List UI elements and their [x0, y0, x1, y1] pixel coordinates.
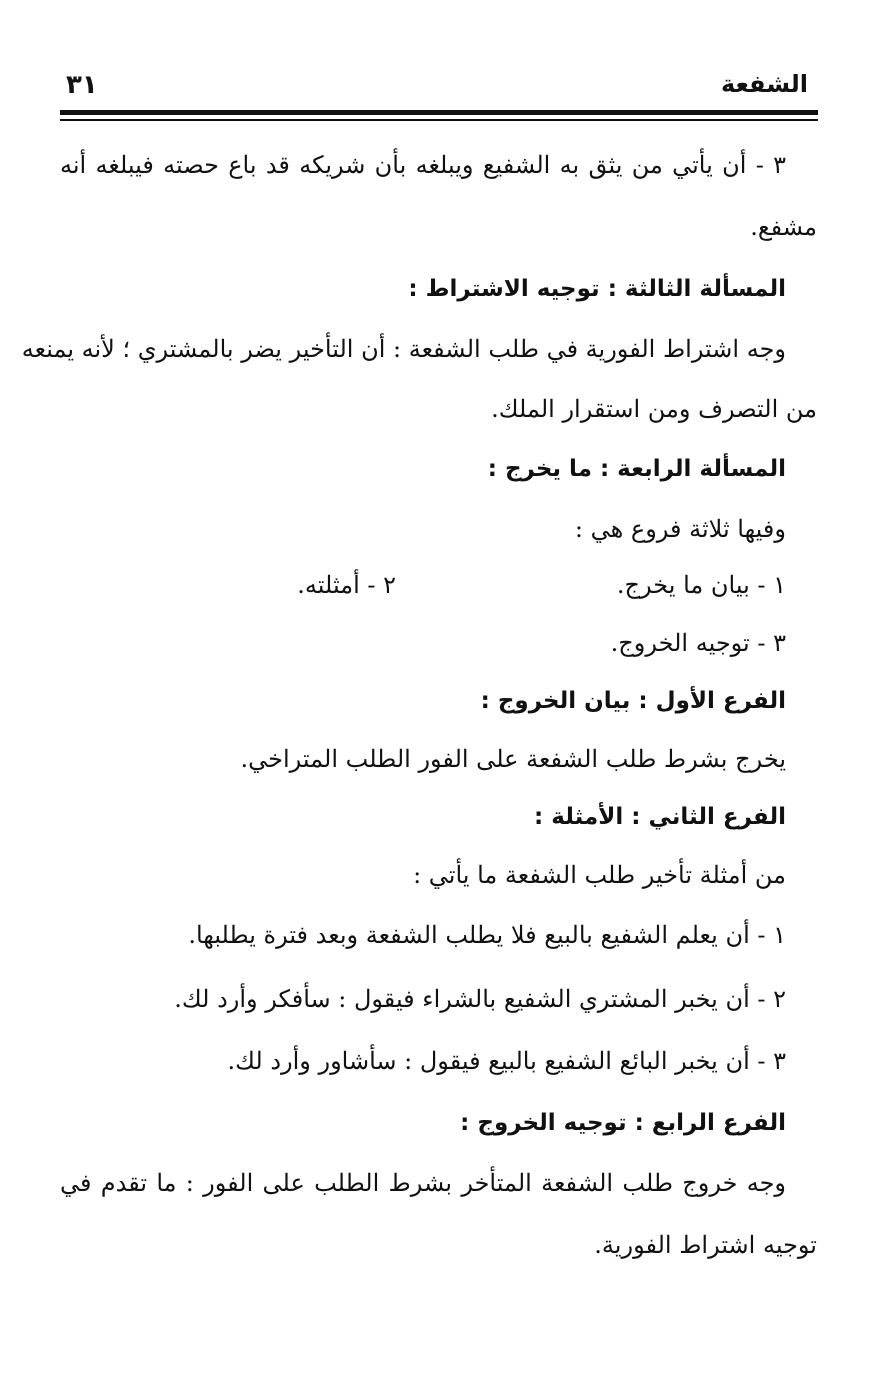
- list-item: ٢ - أمثلته.: [297, 571, 396, 599]
- section-heading: الفرع الرابع : توجيه الخروج :: [460, 1110, 786, 1136]
- paragraph-line: وجه اشتراط الفورية في طلب الشفعة : أن التأخير يضر بالمشتري ؛ لأنه يمنعه: [21, 335, 786, 363]
- paragraph-line: وفيها ثلاثة فروع هي :: [574, 515, 786, 543]
- header-rule-thin: [60, 119, 818, 121]
- list-item: ١ - أن يعلم الشفيع بالبيع فلا يطلب الشفعة وبعد فترة يطلبها.: [188, 921, 786, 949]
- section-heading: المسألة الثالثة : توجيه الاشتراط :: [408, 276, 786, 302]
- paragraph-line: ٣ - أن يأتي من يثق به الشفيع ويبلغه بأن شريكه قد باع حصته فيبلغه أنه: [60, 151, 786, 179]
- paragraph-line: من التصرف ومن استقرار الملك.: [491, 395, 817, 423]
- paragraph-line: توجيه اشتراط الفورية.: [594, 1231, 817, 1259]
- section-heading: الفرع الأول : بيان الخروج :: [480, 688, 786, 714]
- paragraph-line: مشفع.: [750, 213, 817, 241]
- paragraph-line: وجه خروج طلب الشفعة المتأخر بشرط الطلب على الفور : ما تقدم في: [60, 1169, 786, 1197]
- list-item: ٣ - توجيه الخروج.: [610, 629, 786, 657]
- page-number: ٣١: [66, 70, 98, 100]
- paragraph-line: يخرج بشرط طلب الشفعة على الفور الطلب المتراخي.: [240, 745, 786, 773]
- section-heading: المسألة الرابعة : ما يخرج :: [487, 456, 786, 482]
- list-item: ١ - بيان ما يخرج.: [616, 571, 786, 599]
- paragraph-line: من أمثلة تأخير طلب الشفعة ما يأتي :: [413, 861, 786, 889]
- list-item: ٣ - أن يخبر البائع الشفيع بالبيع فيقول : سأشاور وأرد لك.: [227, 1047, 786, 1075]
- header-rule-thick: [60, 110, 818, 115]
- running-title: الشفعة: [720, 70, 808, 98]
- section-heading: الفرع الثاني : الأمثلة :: [534, 804, 786, 830]
- list-item: ٢ - أن يخبر المشتري الشفيع بالشراء فيقول : سأفكر وأرد لك.: [174, 985, 786, 1013]
- page-header: [60, 70, 818, 110]
